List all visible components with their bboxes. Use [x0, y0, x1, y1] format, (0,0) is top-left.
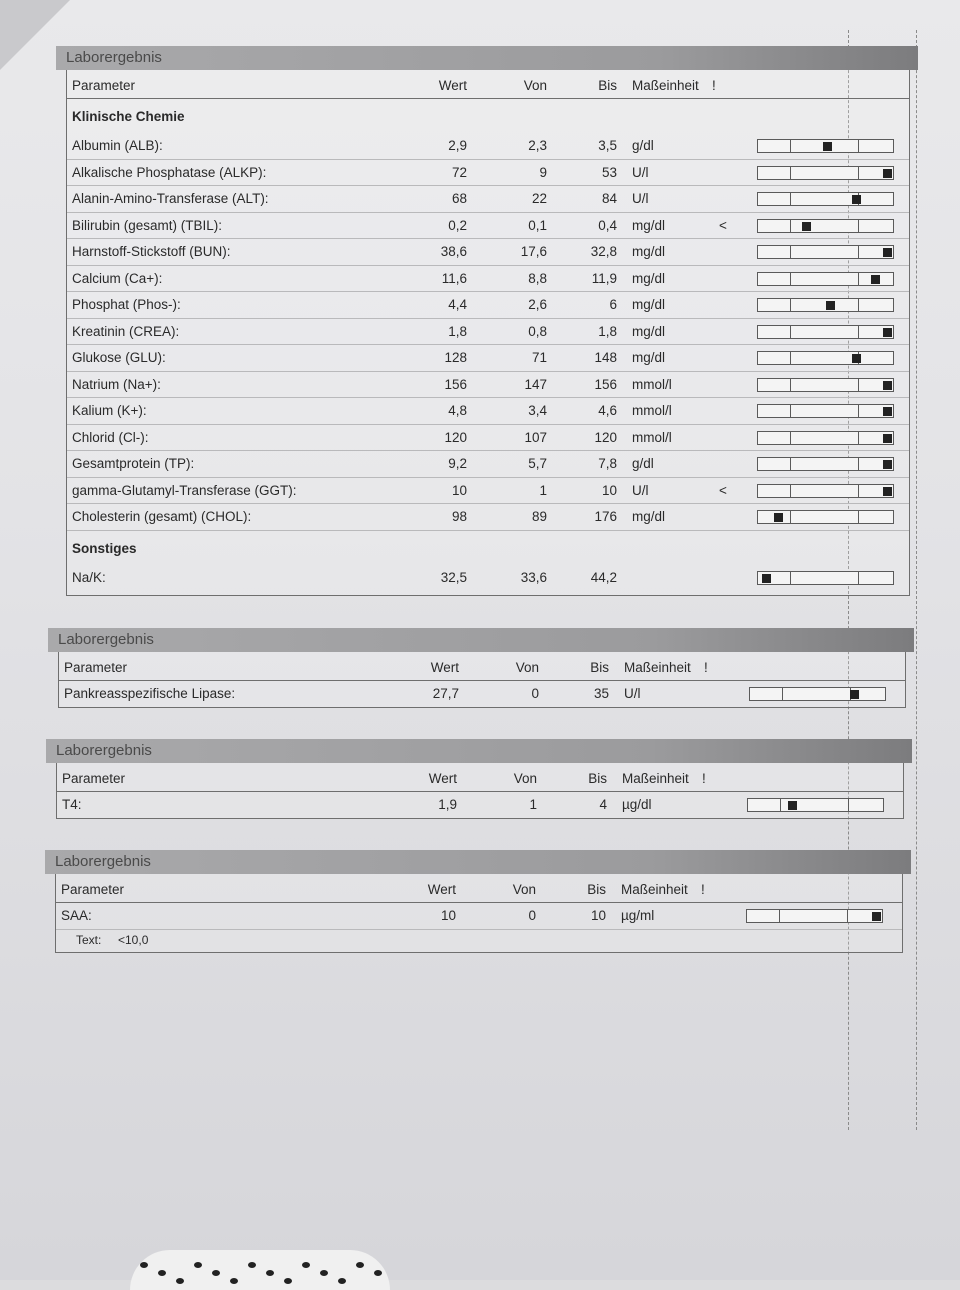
- range-end-tick: [858, 246, 859, 258]
- section-title-text: Laborergebnis: [58, 631, 154, 648]
- table-row: [67, 133, 909, 160]
- unit: mg/dl: [632, 217, 666, 233]
- result-value: 128: [444, 350, 467, 365]
- section-title-text: Laborergebnis: [66, 49, 162, 66]
- range-max: 4,6: [598, 403, 617, 418]
- range-max: 1,8: [598, 323, 617, 339]
- range-min: 33,6: [520, 569, 547, 585]
- parameter-name: Bilirubin (gesamt) (TBIL):: [72, 217, 223, 233]
- range-indicator-bar: [757, 431, 894, 445]
- fabric-dot: [230, 1278, 238, 1284]
- table-row: [67, 451, 909, 478]
- range-max: 0,4: [598, 217, 617, 233]
- unit: mg/dl: [632, 244, 666, 259]
- range-max: 84: [601, 191, 617, 206]
- range-start-tick: [790, 458, 791, 470]
- table-row: [67, 213, 909, 240]
- table-row: [67, 565, 909, 595]
- range-end-tick: [858, 405, 859, 417]
- parameter-name: Phosphat (Phos-):: [72, 297, 181, 312]
- value-marker: [850, 690, 859, 699]
- unit: mg/dl: [632, 297, 666, 312]
- unit: µg/ml: [621, 908, 655, 923]
- header-flag: !: [702, 771, 706, 786]
- table-row: [67, 398, 909, 425]
- fabric-dot: [266, 1270, 274, 1276]
- range-start-tick: [790, 352, 791, 364]
- note-row: [56, 930, 902, 952]
- result-value: 1,8: [448, 323, 467, 339]
- section-title: [56, 46, 918, 70]
- unit: U/l: [624, 686, 641, 701]
- range-indicator-bar: [757, 571, 894, 585]
- range-min: 71: [531, 350, 547, 365]
- table-row: [67, 239, 909, 266]
- table-row: [67, 425, 909, 452]
- results-table: [66, 70, 910, 596]
- table-row: [67, 266, 909, 293]
- range-indicator-bar: [757, 192, 894, 206]
- range-min: 8,8: [528, 270, 547, 286]
- range-max: 11,9: [591, 270, 617, 286]
- header-wert: Wert: [430, 660, 459, 675]
- header-flag: !: [701, 882, 705, 897]
- range-indicator-bar: [757, 298, 894, 312]
- range-min: 0: [528, 908, 536, 923]
- range-indicator-bar: [757, 510, 894, 524]
- parameter-name: Na/K:: [72, 569, 106, 585]
- section-title: [46, 739, 912, 763]
- range-end-tick: [858, 458, 859, 470]
- range-end-tick: [858, 326, 859, 338]
- parameter-name: SAA:: [61, 908, 92, 923]
- range-start-tick: [782, 688, 783, 700]
- range-start-tick: [790, 326, 791, 338]
- value-marker: [774, 513, 783, 522]
- result-value: 98: [451, 509, 467, 524]
- value-marker: [802, 222, 811, 231]
- value-marker: [826, 301, 835, 310]
- parameter-name: Calcium (Ca+):: [72, 270, 163, 286]
- parameter-name: Alkalische Phosphatase (ALKP):: [72, 164, 267, 180]
- fabric-dot: [194, 1262, 202, 1268]
- table-header-row: [56, 874, 902, 903]
- result-value: 27,7: [432, 686, 459, 701]
- range-min: 0: [531, 686, 539, 701]
- range-end-tick: [858, 167, 859, 179]
- unit: mg/dl: [632, 509, 666, 524]
- header-wert: Wert: [428, 771, 457, 786]
- result-value: 10: [440, 908, 456, 923]
- range-min: 107: [524, 429, 547, 445]
- table-row: [56, 903, 902, 930]
- section-title: [45, 850, 911, 874]
- header-bis: Bis: [587, 882, 606, 897]
- lab-section: [45, 850, 911, 953]
- header-wert: Wert: [427, 882, 456, 897]
- range-start-tick: [790, 379, 791, 391]
- group-title: Sonstiges: [72, 540, 137, 556]
- range-start-tick: [790, 220, 791, 232]
- value-marker: [883, 381, 892, 390]
- fabric-dot: [356, 1262, 364, 1268]
- range-max: 3,5: [598, 138, 617, 153]
- header-von: Von: [513, 771, 537, 786]
- section-title: [48, 628, 914, 652]
- result-value: 120: [444, 429, 467, 445]
- section-title-text: Laborergebnis: [55, 853, 151, 870]
- range-max: 148: [594, 350, 617, 365]
- table-header-row: [57, 763, 903, 792]
- range-end-tick: [858, 572, 859, 584]
- result-value: 2,9: [448, 138, 467, 153]
- range-indicator-bar: [757, 219, 894, 233]
- table-row: [57, 792, 903, 818]
- range-indicator-bar: [757, 166, 894, 180]
- range-max: 35: [593, 686, 609, 701]
- range-start-tick: [790, 511, 791, 523]
- range-start-tick: [790, 299, 791, 311]
- unit: mmol/l: [632, 429, 672, 445]
- group-heading: [67, 99, 909, 133]
- range-min: 2,3: [528, 138, 547, 153]
- fabric-dot: [248, 1262, 256, 1268]
- range-min: 1: [529, 797, 537, 812]
- value-marker: [883, 248, 892, 257]
- table-header-row: [67, 70, 909, 99]
- range-indicator-bar: [757, 457, 894, 471]
- range-min: 1: [539, 482, 547, 498]
- value-marker: [872, 912, 881, 921]
- value-marker: [883, 487, 892, 496]
- header-parameter: Parameter: [62, 771, 126, 786]
- result-value: 4,4: [448, 297, 467, 312]
- value-marker: [883, 460, 892, 469]
- range-indicator-bar: [757, 272, 894, 286]
- result-value: 156: [444, 376, 467, 392]
- header-bis: Bis: [590, 660, 609, 675]
- range-indicator-bar: [757, 404, 894, 418]
- value-marker: [852, 195, 861, 204]
- range-max: 176: [594, 509, 617, 524]
- result-value: 72: [451, 164, 467, 180]
- range-max: 7,8: [598, 456, 617, 471]
- note-label: Text:: [76, 932, 102, 947]
- fabric-dot: [212, 1270, 220, 1276]
- range-min: 9: [539, 164, 547, 180]
- range-end-tick: [858, 432, 859, 444]
- result-value: 32,5: [440, 569, 467, 585]
- group-heading: [67, 531, 909, 565]
- group-title: Klinische Chemie: [72, 109, 185, 124]
- unit: U/l: [632, 191, 649, 206]
- flag-indicator: <: [719, 482, 727, 498]
- unit: g/dl: [632, 138, 654, 153]
- range-indicator-bar: [757, 351, 894, 365]
- parameter-name: Gesamtprotein (TP):: [72, 456, 195, 471]
- result-value: 1,9: [438, 797, 457, 812]
- range-min: 17,6: [520, 244, 547, 259]
- fabric-dot: [140, 1262, 148, 1268]
- result-value: 11,6: [441, 270, 467, 286]
- result-value: 38,6: [440, 244, 467, 259]
- result-value: 9,2: [448, 456, 467, 471]
- range-indicator-bar: [757, 139, 894, 153]
- fabric-dot: [158, 1270, 166, 1276]
- fabric-dot: [284, 1278, 292, 1284]
- range-max: 10: [601, 482, 617, 498]
- range-end-tick: [858, 485, 859, 497]
- parameter-name: Kreatinin (CREA):: [72, 323, 180, 339]
- header-parameter: Parameter: [64, 660, 128, 675]
- result-value: 68: [451, 191, 467, 206]
- table-row: [67, 186, 909, 213]
- parameter-name: Chlorid (Cl-):: [72, 429, 149, 445]
- range-min: 2,6: [528, 297, 547, 312]
- unit: g/dl: [632, 456, 654, 471]
- header-unit: Maßeinheit: [621, 882, 688, 897]
- table-header-row: [59, 652, 905, 681]
- range-start-tick: [780, 799, 781, 811]
- range-start-tick: [790, 572, 791, 584]
- table-row: [59, 681, 905, 707]
- results-table: [58, 652, 906, 708]
- table-row: [67, 319, 909, 346]
- unit: mmol/l: [632, 403, 672, 418]
- result-value: 4,8: [448, 403, 467, 418]
- value-marker: [883, 169, 892, 178]
- header-unit: Maßeinheit: [632, 78, 699, 93]
- range-start-tick: [790, 246, 791, 258]
- fabric-dot: [302, 1262, 310, 1268]
- range-indicator-bar: [757, 325, 894, 339]
- range-indicator-bar: [749, 687, 886, 701]
- range-start-tick: [790, 405, 791, 417]
- header-parameter: Parameter: [72, 78, 136, 93]
- header-flag: !: [712, 78, 716, 93]
- header-parameter: Parameter: [61, 882, 125, 897]
- flag-indicator: <: [719, 217, 727, 233]
- range-max: 6: [609, 297, 617, 312]
- range-start-tick: [779, 910, 780, 922]
- fabric-dot: [176, 1278, 184, 1284]
- header-von: Von: [523, 78, 547, 93]
- value-marker: [883, 434, 892, 443]
- parameter-name: Glukose (GLU):: [72, 350, 166, 365]
- result-value: 10: [451, 482, 467, 498]
- table-row: [67, 160, 909, 187]
- header-unit: Maßeinheit: [624, 660, 691, 675]
- unit: U/l: [632, 482, 649, 498]
- range-min: 22: [531, 191, 547, 206]
- header-von: Von: [512, 882, 536, 897]
- result-value: 0,2: [448, 217, 467, 233]
- header-flag: !: [704, 660, 708, 675]
- table-row: [67, 478, 909, 505]
- header-bis: Bis: [598, 78, 617, 93]
- range-min: 147: [524, 376, 547, 392]
- range-end-tick: [848, 799, 849, 811]
- range-indicator-bar: [746, 909, 883, 923]
- range-indicator-bar: [757, 378, 894, 392]
- range-max: 120: [594, 429, 617, 445]
- table-row: [67, 345, 909, 372]
- unit: mg/dl: [632, 270, 666, 286]
- range-indicator-bar: [757, 484, 894, 498]
- table-row: [67, 292, 909, 319]
- header-von: Von: [515, 660, 539, 675]
- range-end-tick: [847, 910, 848, 922]
- range-start-tick: [790, 193, 791, 205]
- range-min: 5,7: [528, 456, 547, 471]
- range-end-tick: [858, 299, 859, 311]
- range-start-tick: [790, 167, 791, 179]
- parameter-name: Kalium (K+):: [72, 403, 147, 418]
- note-value: <10,0: [118, 932, 149, 947]
- unit: µg/dl: [622, 797, 652, 812]
- unit: mg/dl: [632, 323, 666, 339]
- value-marker: [762, 574, 771, 583]
- header-unit: Maßeinheit: [622, 771, 689, 786]
- range-end-tick: [858, 140, 859, 152]
- value-marker: [883, 328, 892, 337]
- value-marker: [852, 354, 861, 363]
- range-start-tick: [790, 432, 791, 444]
- range-max: 4: [599, 797, 607, 812]
- range-start-tick: [790, 273, 791, 285]
- lab-section: [46, 739, 912, 819]
- range-max: 44,2: [590, 569, 617, 585]
- range-end-tick: [858, 379, 859, 391]
- unit: mg/dl: [632, 350, 666, 365]
- range-max: 156: [594, 376, 617, 392]
- header-bis: Bis: [588, 771, 607, 786]
- lab-section: [56, 46, 918, 596]
- value-marker: [871, 275, 880, 284]
- range-end-tick: [858, 273, 859, 285]
- lab-section: [48, 628, 914, 708]
- parameter-name: Albumin (ALB):: [72, 138, 163, 153]
- parameter-name: Cholesterin (gesamt) (CHOL):: [72, 509, 252, 524]
- range-max: 53: [601, 164, 617, 180]
- range-start-tick: [790, 140, 791, 152]
- results-table: [56, 763, 904, 819]
- unit: mmol/l: [632, 376, 672, 392]
- parameter-name: Alanin-Amino-Transferase (ALT):: [72, 191, 269, 206]
- fabric-corner: [130, 1250, 390, 1290]
- parameter-name: Natrium (Na+):: [72, 376, 161, 392]
- results-table: [55, 874, 903, 953]
- section-title-text: Laborergebnis: [56, 742, 152, 759]
- header-wert: Wert: [438, 78, 467, 93]
- fabric-dot: [374, 1270, 382, 1276]
- range-end-tick: [858, 220, 859, 232]
- range-indicator-bar: [757, 245, 894, 259]
- range-min: 89: [531, 509, 547, 524]
- table-row: [67, 504, 909, 531]
- parameter-name: T4:: [62, 797, 82, 812]
- table-row: [67, 372, 909, 399]
- fabric-dot: [338, 1278, 346, 1284]
- value-marker: [823, 142, 832, 151]
- range-min: 0,1: [528, 217, 547, 233]
- parameter-name: Harnstoff-Stickstoff (BUN):: [72, 244, 231, 259]
- range-indicator-bar: [747, 798, 884, 812]
- unit: U/l: [632, 164, 649, 180]
- range-max: 10: [590, 908, 606, 923]
- value-marker: [788, 801, 797, 810]
- range-max: 32,8: [590, 244, 617, 259]
- value-marker: [883, 407, 892, 416]
- range-start-tick: [790, 485, 791, 497]
- fabric-dot: [320, 1270, 328, 1276]
- range-end-tick: [858, 511, 859, 523]
- range-min: 3,4: [528, 403, 547, 418]
- parameter-name: Pankreasspezifische Lipase:: [64, 686, 236, 701]
- parameter-name: gamma-Glutamyl-Transferase (GGT):: [72, 482, 297, 498]
- range-min: 0,8: [528, 323, 547, 339]
